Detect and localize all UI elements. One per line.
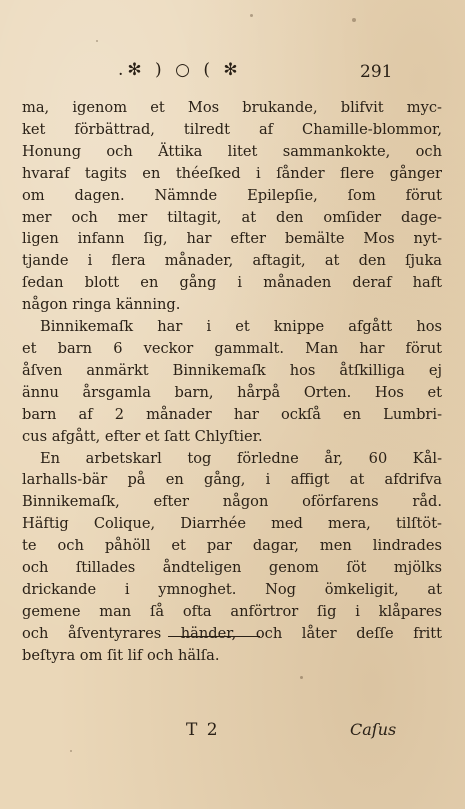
text-line: Binnikemaſk, efter någon oförfarens råd.: [22, 493, 442, 511]
text-line: Honung och Ättika litet sammankokte, och: [22, 142, 442, 160]
text-line: ſedan blott en gång i månaden deraf haft: [22, 274, 442, 292]
section-divider: [168, 636, 260, 637]
text-line: ligen infann ſig, har efter bemälte Mos nyt-: [22, 230, 442, 248]
page-header: [0, 60, 465, 84]
text-line: tjande i flera månader, aftagit, at den ſjuka: [22, 252, 442, 270]
body-text: [22, 97, 442, 667]
catchword: Caſus: [350, 720, 397, 739]
text-line: hvaraf tagits en théeſked i ſånder flere gånger: [22, 164, 442, 182]
text-line: En arbetskarl tog förledne år, 60 Kål-: [40, 449, 442, 467]
paper-speck: [352, 18, 356, 22]
paper-speck: [70, 750, 72, 752]
signature-mark: T 2: [186, 720, 220, 740]
text-line: barn af 2 månader har ockſå en Lumbri-: [22, 405, 442, 423]
text-line: et barn 6 veckor gammalt. Man har förut: [22, 339, 442, 357]
text-line: och ſtillades åndteligen genom ſöt mjölks: [22, 559, 442, 577]
text-line: mer och mer tiltagit, at den omſider dage-: [22, 208, 442, 226]
text-line: om dagen. Nämnde Epilepſie, ſom förut: [22, 186, 442, 204]
text-line: drickande i ymnoghet. Nog ömkeligit, at: [22, 580, 442, 598]
text-line: beſtyra om ſit lif och hälſa.: [22, 646, 220, 664]
paper-speck: [250, 14, 253, 17]
text-line: ma, igenom et Mos brukande, blifvit myc-: [22, 99, 442, 116]
text-line: cus afgått, efter et ſatt Chlyſtier.: [22, 427, 263, 445]
page-number: 291: [360, 62, 393, 82]
text-line: ännu årsgamla barn, hårpå Orten. Hos et: [22, 383, 442, 401]
text-line: någon ringa känning.: [22, 296, 181, 314]
text-line: och åſventyrares händer, och låter deſſe fritt: [22, 624, 442, 642]
text-line: te och påhöll et par dagar, men lindrades: [22, 537, 442, 555]
text-line: Häftig Colique, Diarrhée med mera, tilſtöt-: [22, 515, 442, 533]
text-line: ket förbättrad, tilredt af Chamille-blommor,: [22, 120, 442, 138]
text-line: gemene man ſå ofta anförtror ſig i klåpares: [22, 602, 442, 620]
paper-speck: [96, 40, 98, 42]
text-line: Binnikemaſk har i et knippe afgått hos: [40, 318, 442, 336]
text-line: larhalls-bär på en gång, i affigt at afdrifva: [22, 471, 442, 489]
header-ornament: .✻ ) ○ ( ✻: [118, 60, 242, 80]
text-line: åſven anmärkt Binnikemaſk hos åtſkilliga ej: [22, 361, 442, 379]
paper-speck: [300, 676, 303, 679]
